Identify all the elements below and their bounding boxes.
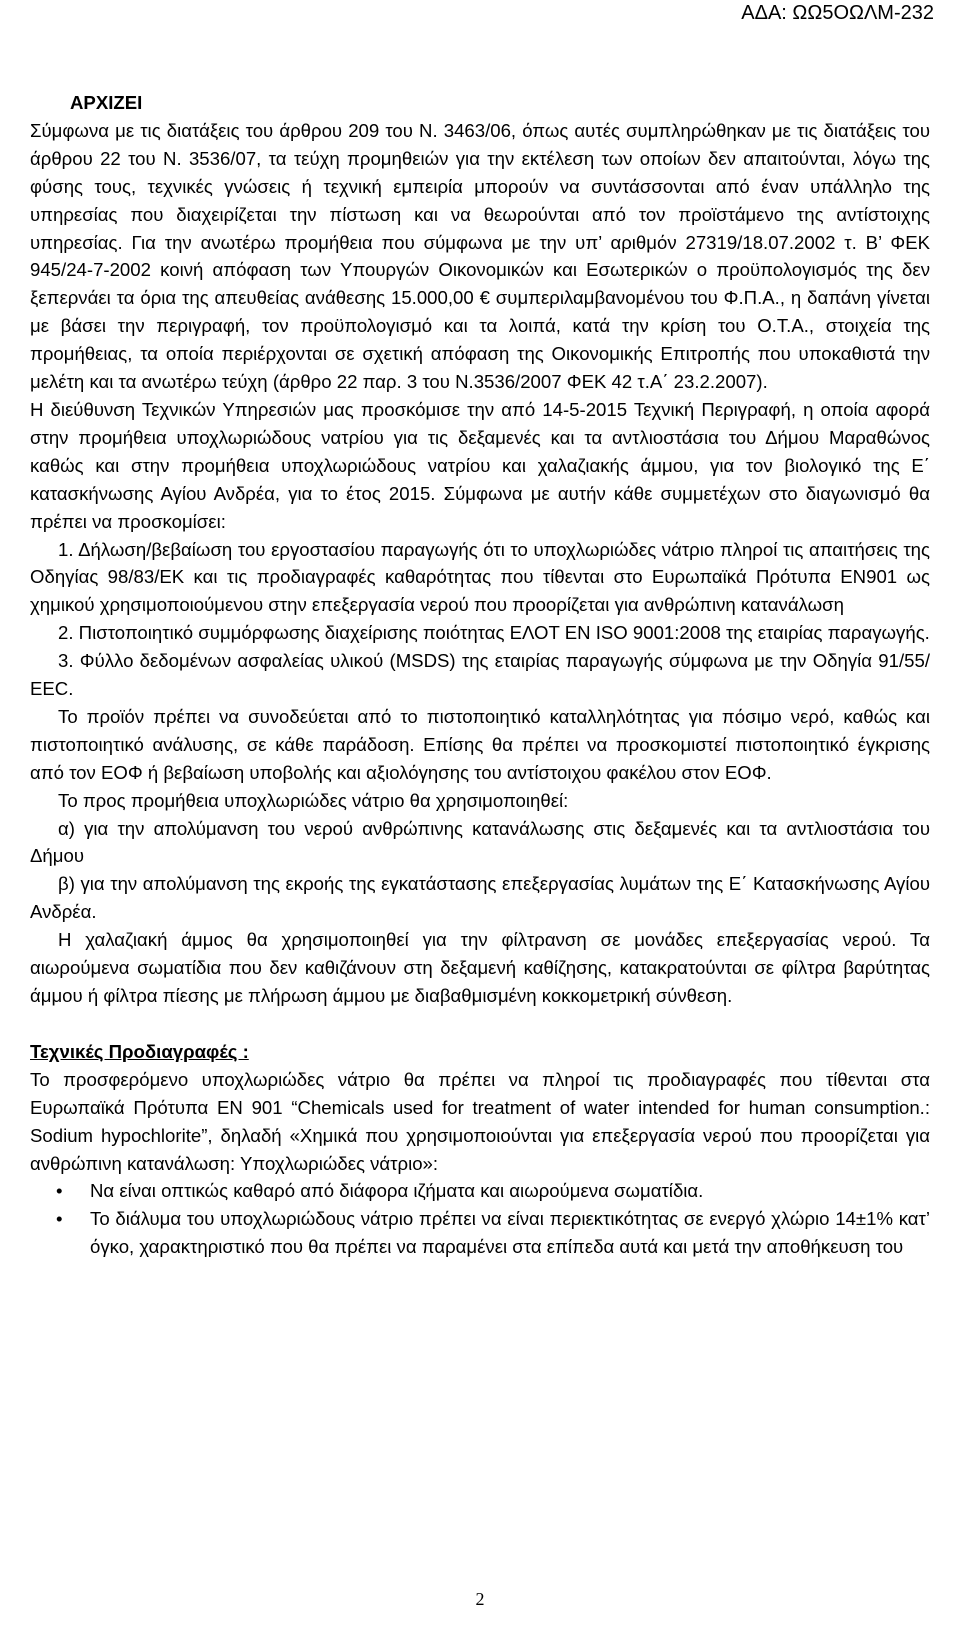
paragraph-legal-basis: Σύμφωνα με τις διατάξεις του άρθρου 209 του Ν. 3463/06, όπως αυτές συμπληρώθηκαν με τις διατάξεις του άρθρου 22 του Ν. 3536/07, τα τεύχη προμηθειών για την εκτέλεση των οποίων δεν απαιτούνται, λόγω της φύσης τους, τεχνικές γνώσεις ή τεχνική εμπειρία μπορούν να συντάσσονται από έναν υπάλληλο της υπηρεσίας που διαχειρίζεται την πίστωση και να θεωρούνται από τον προϊστάμενο της αντίστοιχης υπηρεσίας. Για την ανωτέρω προμήθεια που σύμφωνα με την υπ’ αριθμόν 27319/18.07.2002 τ. Β’ ΦΕΚ 945/24-7-2002 κοινή απόφαση των Υπουργών Οικονομικών και Εσωτερικών ο προϋπολογισμός της δεν ξεπερνάει τα όρια της απευθείας ανάθεσης 15.000,00 € συμπεριλαμβανομένου του Φ.Π.Α., η δαπάνη γίνεται με βάσει την περιγραφή, τον προϋπολογισμό και τα λοιπά, κατά την κρίση του Ο.Τ.Α., στοιχεία της προμήθειας, τα οποία περιέρχονται σε σχετική απόφαση της Οικονομικής Επιτροπής που υποκαθιστά την μελέτη και τα ανωτέρω τεύχη (άρθρο 22 παρ. 3 του Ν.3536/2007 ΦΕΚ 42 τ.Α΄ 23.2.2007). <box>30 119 930 393</box>
paragraph-usage-b: β) για την απολύμανση της εκροής της εγκατάστασης επεξεργασίας λυμάτων της Ε΄ Κατασκήνωσης Αγίου Ανδρέα. <box>30 873 930 923</box>
document-body <box>30 89 930 1261</box>
requirement-item-3: 3. Φύλλο δεδομένων ασφαλείας υλικού (MSDS) της εταιρίας παραγωγής σύμφωνα με την Οδηγία 91/55/ΕΕC. <box>30 650 930 700</box>
heading-arxizei: ΑΡΧΙΖΕΙ <box>70 92 143 113</box>
paragraph-technical-description: Η διεύθυνση Τεχνικών Υπηρεσιών μας προσκόμισε την από 14-5-2015 Τεχνική Περιγραφή, η οποία αφορά στην προμήθεια υποχλωριώδους νατρίου για τις δεξαμενές και τα αντλιοστάσια του Δήμου Μαραθώνος καθώς και στην προμήθεια υποχλωριώδους νατρίου και χαλαζιακής άμμου, για τον βιολογικό της Ε΄ κατασκήνωσης Αγίου Ανδρέα, για το έτος 2015. Σύμφωνα με αυτήν κάθε συμμετέχων στο διαγωνισμό θα πρέπει να προσκομίσει: <box>30 398 930 532</box>
ada-header: ΑΔΑ: ΩΩ5ΟΩΛΜ-232 <box>741 2 934 24</box>
paragraph-usage-a: α) για την απολύμανση του νερού ανθρώπινης κατανάλωσης στις δεξαμενές και τα αντλιοστάσια του Δήμου <box>30 817 930 867</box>
bullet-icon: • <box>56 1208 63 1230</box>
section-title-specs: Τεχνικές Προδιαγραφές : <box>30 1040 249 1062</box>
requirement-item-2: 2. Πιστοποιητικό συμμόρφωσης διαχείρισης ποιότητας ΕΛΟΤ ΕΝ ISO 9001:2008 της εταιρίας παραγωγής. <box>58 622 930 644</box>
paragraph-specs: Το προσφερόμενο υποχλωριώδες νάτριο θα πρέπει να πληροί τις προδιαγραφές που τίθενται στα Ευρωπαϊκά Πρότυπα ΕΝ 901 “Chemicals used for treatment of water intended for human consumption.: Sodium hypochlorite”, δηλαδή «Χημικά που χρησιμοποιούνται για επεξεργασία νερού που προορίζεται για ανθρώπινη κατανάλωση: Υποχλωριώδες νάτριο»: <box>30 1068 930 1174</box>
section-spacer <box>30 1010 930 1038</box>
paragraph-certificates: Το προϊόν πρέπει να συνοδεύεται από το πιστοποιητικό καταλληλότητας για πόσιμο νερό, καθώς και πιστοποιητικό ανάλυσης, σε κάθε παράδοση. Επίσης θα πρέπει να προσκομιστεί πιστοποιητικό έγκρισης από τον ΕΟΦ ή βεβαίωση υποβολής και αξιολόγησης του αντίστοιχου φακέλου στον ΕΟΦ. <box>30 705 930 783</box>
bullet-icon: • <box>56 1180 63 1202</box>
paragraph-usage-intro: Το προς προμήθεια υποχλωριώδες νάτριο θα χρησιμοποιηθεί: <box>58 789 569 811</box>
requirement-item-1: 1. Δήλωση/βεβαίωση του εργοστασίου παραγωγής ότι το υποχλωριώδες νάτριο πληροί τις απαιτήσεις της Οδηγίας 98/83/ΕΚ και τις προδιαγραφές καθαρότητας που τίθενται στο Ευρωπαϊκά Πρότυπα ΕΝ901 ως χημικού χρησιμοποιούμενου στην επεξεργασία νερού που προορίζεται για ανθρώπινη κατανάλωση <box>30 538 930 616</box>
bullet-text: Το διάλυμα του υποχλωριώδους νάτριο πρέπει να είναι περιεκτικότητας σε ενεργό χλώριο 14±1% κατ’ όγκο, χαρακτηριστικό που θα πρέπει να παραμένει στα επίπεδα αυτά και μετά την αποθήκευση του <box>90 1208 930 1258</box>
page-number: 2 <box>475 1589 485 1609</box>
specs-bullet-list <box>30 1177 930 1261</box>
bullet-item <box>30 1205 930 1261</box>
paragraph-quartz-sand: Η χαλαζιακή άμμος θα χρησιμοποιηθεί για την φίλτρανση σε μονάδες επεξεργασίας νερού. Τα αιωρούμενα σωματίδια που δεν καθιζάνουν στη δεξαμενή καθίζησης, κατακρατούνται σε φίλτρα βαρύτητας άμμου ή φίλτρα πίεσης με πλήρωση άμμου με διαβαθμισμένη κοκκομετρική σύνθεση. <box>30 929 930 1006</box>
bullet-item <box>30 1177 930 1205</box>
bullet-text: Να είναι οπτικώς καθαρό από διάφορα ιζήματα και αιωρούμενα σωματίδια. <box>90 1180 704 1202</box>
